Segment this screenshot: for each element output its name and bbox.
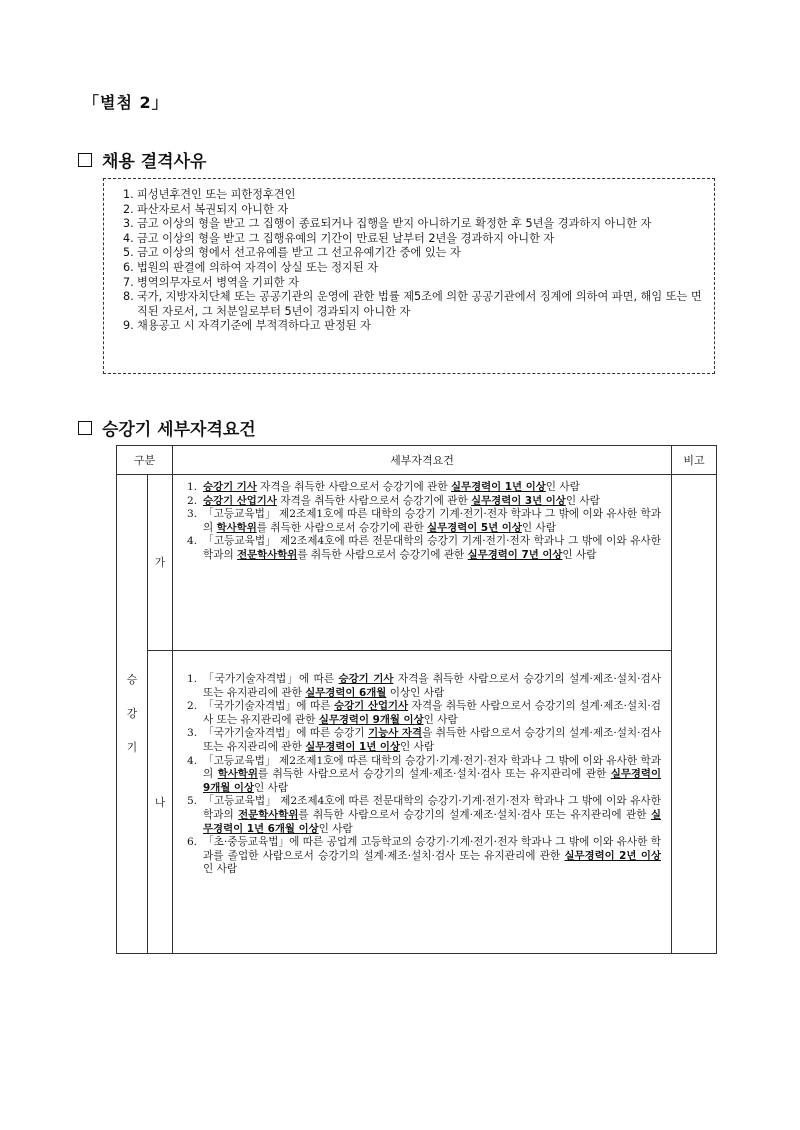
emphasized-text: 실무경력이 3년 이상 (471, 494, 566, 507)
note-cell (672, 475, 717, 954)
item-number: 9. (123, 319, 134, 333)
requirements-table (116, 445, 717, 954)
list-item (104, 217, 714, 232)
group-label-ga: 가 (148, 475, 173, 651)
requirement-list (173, 651, 671, 877)
text-segment: 인 사람 (203, 863, 238, 876)
list-item (104, 276, 714, 291)
item-text (203, 508, 661, 535)
list-item (187, 727, 661, 754)
item-text: 채용공고 시 자격기준에 부적격하다고 판정된 자 (137, 319, 371, 333)
item-number: 5. (187, 795, 198, 808)
category-char: 승 (126, 674, 138, 686)
text-segment: 자격을 취득한 사람으로서 승강기에 관한 (276, 494, 472, 507)
emphasized-text: 승강기 산업기사 (203, 494, 277, 507)
text-segment: 자격을 취득한 사람으로서 승강기의 설계·제조·설치·검사 또는 유지관리에 관한 (203, 673, 661, 699)
item-text (203, 481, 661, 495)
emphasized-text: 전문학사학위 (238, 808, 299, 821)
item-number: 3. (187, 508, 198, 521)
attachment-title: 「별첨 2」 (83, 93, 169, 112)
text-segment: 인 사람 (545, 481, 580, 493)
text-segment: 인 사람 (423, 713, 458, 726)
section-title-text: 승강기 세부자격요건 (102, 420, 256, 440)
item-text: 금고 이상의 형을 받고 그 집행이 종료되거나 집행을 받지 아니하기로 확정한 후 5년을 경과하지 아니한 자 (137, 217, 652, 231)
list-item (104, 232, 714, 247)
item-text (203, 727, 661, 754)
text-segment: 자격을 취득한 사람으로서 승강기의 설계·제조·설치·검사 또는 유지관리에 관한 (203, 700, 661, 726)
list-item (187, 700, 661, 727)
text-segment: 를 취득한 사람으로서 승강기에 관한 (256, 521, 428, 534)
emphasized-text: 실무경력이 6개월 (305, 686, 387, 699)
item-text: 국가, 지방자치단체 또는 공공기관의 운영에 관한 법률 제5조에 의한 공공기관에서 징계에 의하여 파면, 해임 또는 면직된 자로서, 그 처분일로부터 5년이 경과되지 아니한 자 (137, 290, 702, 318)
item-number: 2. (187, 700, 198, 713)
list-item (104, 261, 714, 276)
item-text (203, 700, 661, 727)
text-segment: 인 사람 (562, 548, 597, 561)
item-text: 금고 이상의 형을 받고 그 집행유예의 기간이 만료된 날부터 2년을 경과하지 아니한 자 (137, 231, 555, 245)
item-number: 2. (187, 494, 198, 507)
item-number: 7. (123, 275, 134, 289)
category-char: 강 (126, 708, 138, 720)
text-segment: 을 취득한 사람으로서 승강기의 설계·제조·설치·검사 또는 유지관리에 관한 (203, 727, 661, 753)
header-category: 구분 (117, 446, 173, 475)
emphasized-text: 실무경력이 7년 이상 (467, 548, 563, 561)
list-item (187, 836, 661, 877)
item-number: 2. (123, 202, 134, 216)
checkbox-square-icon (78, 421, 92, 435)
item-number: 1. (187, 481, 198, 493)
emphasized-text: 승강기 산업기사 (334, 700, 409, 713)
text-segment: 「초·중등교육법」에 따른 공업계 고등학교의 승강기·기계·전기·전자 학과나 그 밖에 이와 유사한 학과를 졸업한 사람으로서 승강기의 설계·제조·설치·검사 또는 유지관리에 관한 (203, 836, 661, 862)
text-segment: 인 사람 (318, 822, 353, 835)
text-segment: 인 사람 (254, 781, 289, 794)
list-item (187, 755, 661, 796)
item-text (203, 836, 661, 877)
item-text: 법원의 판결에 의하여 자격이 상실 또는 정지된 자 (137, 260, 379, 274)
text-segment: 인 사람 (565, 494, 600, 507)
category-char: 기 (126, 742, 138, 754)
checkbox-square-icon (78, 153, 92, 167)
item-number: 4. (187, 754, 198, 767)
disqualification-box (103, 178, 715, 374)
list-item (187, 508, 661, 535)
section-disqualification-title (78, 147, 206, 172)
text-segment: 「국가기술자격법」에 따른 승강기 (203, 727, 369, 740)
text-segment: 「국가기술자격법」에 따른 (203, 700, 335, 713)
item-number: 1. (123, 188, 134, 201)
list-item (104, 246, 714, 261)
emphasized-text: 전문학사학위 (237, 548, 298, 561)
emphasized-text: 승강기 기사 (203, 481, 257, 493)
item-number: 4. (123, 231, 134, 245)
table-row (117, 475, 717, 651)
text-segment: 「국가기술자격법」에 따른 (203, 673, 339, 685)
item-text: 파산자로서 복권되지 아니한 자 (137, 202, 289, 216)
group-detail-na (173, 651, 672, 954)
item-text: 피성년후견인 또는 피한정후견인 (137, 188, 296, 201)
emphasized-text: 실무경력이 9개월 이상 (318, 713, 424, 726)
emphasized-text: 실무경력이 1년 이상 (451, 481, 546, 493)
text-segment: 를 취득한 사람으로서 승강기의 설계·제조·설치·검사 또는 유지관리에 관한 (298, 808, 651, 821)
item-text (203, 535, 661, 562)
header-detail: 세부자격요건 (173, 446, 672, 475)
emphasized-text: 승강기 기사 (338, 673, 394, 685)
category-cell (117, 475, 148, 954)
item-number: 4. (187, 535, 198, 548)
text-segment: 를 취득한 사람으로서 승강기에 관한 (297, 548, 468, 561)
text-segment: 「고등교육법」 제2조제4호에 따른 전문대학의 승강기 기계·전기·전자 학과나 그 밖에 이와 유사한 학과의 (203, 535, 661, 561)
disqualification-list (104, 179, 714, 334)
emphasized-text: 실무경력이 9개월 이상 (203, 768, 661, 794)
text-segment: 이상인 사람 (386, 686, 445, 699)
section-title-text: 채용 결격사유 (102, 152, 207, 172)
table-row (117, 651, 717, 954)
text-segment: 자격을 취득한 사람으로서 승강기에 관한 (256, 481, 451, 493)
list-item (187, 535, 661, 562)
list-item (187, 495, 661, 509)
text-segment: 「고등교육법」 제2조제4호에 따른 전문대학의 승강기·기계·전기·전자 학과나 그 밖에 이와 유사한 학과의 (203, 795, 661, 821)
emphasized-text: 학사학위 (216, 521, 257, 534)
table-header-row (117, 446, 717, 475)
item-number: 3. (187, 727, 198, 740)
list-item (104, 203, 714, 218)
group-detail-ga (173, 475, 672, 651)
item-text (203, 795, 661, 836)
item-number: 6. (187, 836, 198, 849)
emphasized-text: 실무경력이 1년 6개월 이상 (203, 808, 661, 835)
list-item (104, 319, 714, 334)
list-item (187, 795, 661, 836)
list-item (104, 290, 714, 319)
item-text (203, 495, 661, 509)
emphasized-text: 실무경력이 1년 이상 (305, 740, 400, 753)
item-text (203, 755, 661, 796)
text-segment: 인 사람 (399, 740, 435, 753)
emphasized-text: 기능사 자격 (368, 727, 423, 740)
header-note: 비고 (672, 446, 717, 475)
list-item (187, 481, 661, 495)
item-text: 금고 이상의 형에서 선고유예를 받고 그 선고유예기간 중에 있는 자 (137, 246, 461, 260)
text-segment: 를 취득한 사람으로서 승강기의 설계·제조·설치·검사 또는 유지관리에 관한 (257, 768, 611, 781)
emphasized-text: 실무경력이 5년 이상 (427, 521, 522, 534)
text-segment: 「고등교육법」 제2조제1호에 따른 대학의 승강기·기계·전기·전자 학과나 그 밖에 이와 유사한 학과의 (203, 754, 661, 781)
section-requirements-title (78, 415, 256, 440)
item-number: 6. (123, 260, 134, 274)
item-text (203, 673, 661, 700)
text-segment: 인 사람 (521, 521, 556, 534)
requirement-list (173, 475, 671, 563)
emphasized-text: 실무경력이 2년 이상 (564, 849, 662, 862)
text-segment: 「고등교육법」 제2조제1호에 따른 대학의 승강기 기계·전기·전자 학과나 그 밖에 이와 유사한 학과의 (203, 508, 661, 534)
item-number: 1. (187, 673, 198, 685)
group-label-na: 나 (148, 651, 173, 954)
emphasized-text: 학사학위 (217, 768, 258, 781)
item-number: 3. (123, 217, 134, 231)
list-item (187, 673, 661, 700)
list-item (104, 188, 714, 203)
item-number: 5. (123, 246, 134, 260)
item-text: 병역의무자로서 병역을 기피한 자 (137, 275, 299, 289)
item-number: 8. (123, 290, 134, 304)
